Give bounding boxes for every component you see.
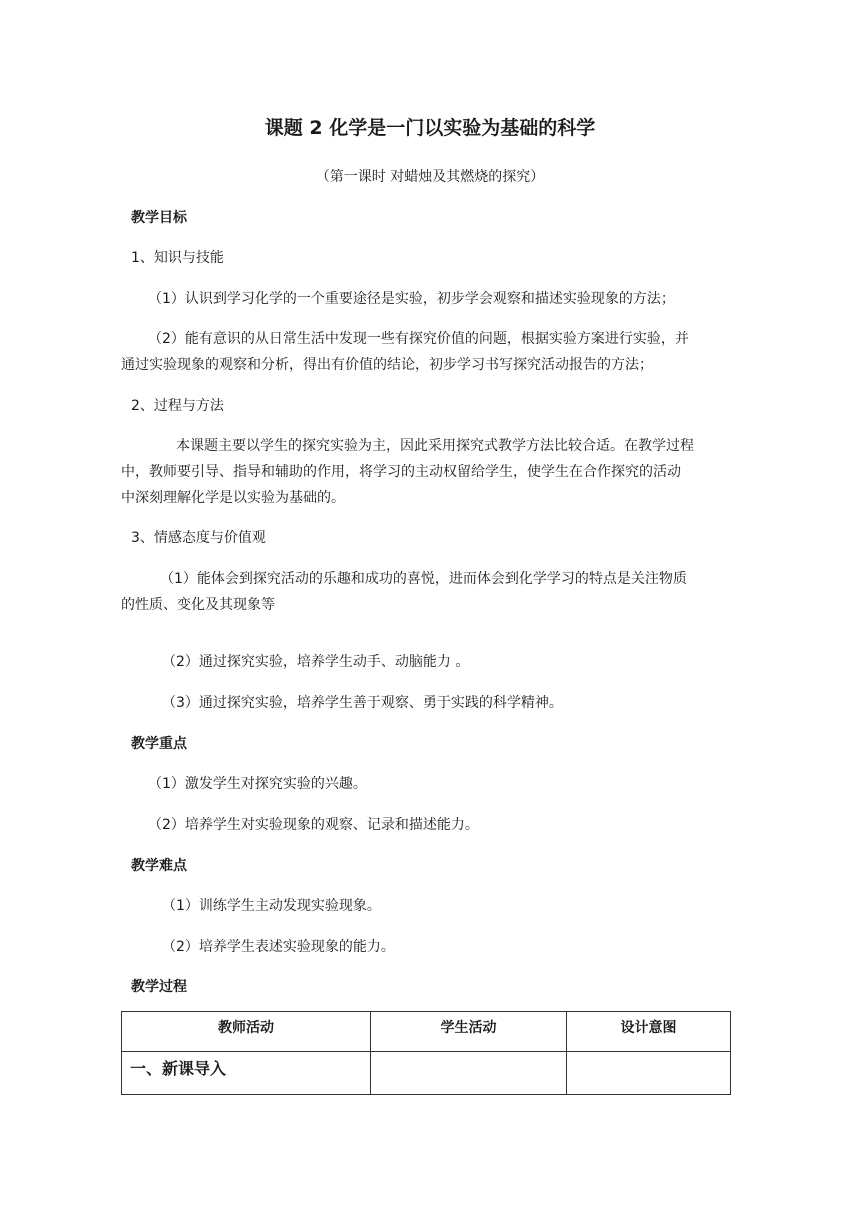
- table-cell-student: [371, 1052, 567, 1095]
- knowledge-item-1: （1）认识到学习化学的一个重要途径是实验，初步学会观察和描述实验现象的方法；: [148, 291, 675, 307]
- table-cell-purpose: [567, 1052, 731, 1095]
- difficulties-heading: 教学难点: [131, 858, 187, 874]
- table-header-row: [122, 1012, 731, 1052]
- objectives-heading: 教学目标: [131, 210, 187, 226]
- emotion-item-1-line-1: （1）能体会到探究活动的乐趣和成功的喜悦，进而体会到化学学习的特点是关注物质: [160, 571, 687, 587]
- process-line-1: 本课题主要以学生的探究实验为主，因此采用探究式教学方法比较合适。在教学过程: [176, 438, 694, 454]
- page-title: 课题 2 化学是一门以实验为基础的科学: [264, 117, 596, 139]
- emotion-item-3: （3）通过探究实验，培养学生善于观察、勇于实践的科学精神。: [162, 695, 563, 711]
- knowledge-item-2-line-2: 通过实验现象的观察和分析，得出有价值的结论，初步学习书写探究活动报告的方法；: [121, 357, 653, 373]
- table-header-purpose: 设计意图: [567, 1012, 731, 1052]
- table-header-teacher: 教师活动: [122, 1012, 371, 1052]
- table-cell-teacher: 一、新课导入: [122, 1052, 371, 1095]
- table-header-student: 学生活动: [371, 1012, 567, 1052]
- page-subtitle: （第一课时 对蜡烛及其燃烧的探究）: [315, 169, 545, 185]
- teaching-process-table: [121, 1011, 731, 1095]
- process-line-3: 中深刻理解化学是以实验为基础的。: [121, 490, 345, 506]
- keypoints-heading: 教学重点: [131, 736, 187, 752]
- difficulty-item-2: （2）培养学生表述实验现象的能力。: [162, 939, 395, 955]
- knowledge-item-2-line-1: （2）能有意识的从日常生活中发现一些有探究价值的问题，根据实验方案进行实验，并: [148, 331, 689, 347]
- emotion-item-1-line-2: 的性质、变化及其现象等: [121, 597, 275, 613]
- difficulty-item-1: （1）训练学生主动发现实验现象。: [162, 898, 381, 914]
- keypoint-item-2: （2）培养学生对实验现象的观察、记录和描述能力。: [148, 817, 479, 833]
- keypoint-item-1: （1）激发学生对探究实验的兴趣。: [148, 776, 367, 792]
- table-row: [122, 1052, 731, 1095]
- process-heading: 2、过程与方法: [131, 398, 224, 414]
- process-line-2: 中，教师要引导、指导和辅助的作用，将学习的主动权留给学生，使学生在合作探究的活动: [121, 464, 681, 480]
- teaching-process-heading: 教学过程: [131, 979, 187, 995]
- emotion-heading: 3、情感态度与价值观: [131, 530, 266, 546]
- emotion-item-2: （2）通过探究实验，培养学生动手、动脑能力 。: [162, 654, 470, 670]
- knowledge-heading: 1、知识与技能: [131, 250, 224, 266]
